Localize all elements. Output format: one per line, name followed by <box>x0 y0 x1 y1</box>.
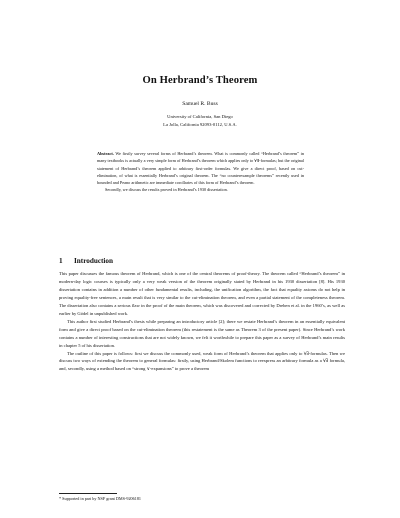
section-number: 1 <box>59 257 63 265</box>
abstract-text: We firstly survey several forms of Herbrand’s theorem. What is commonly called “Herbrand’s theorem” in many textbooks is actually a very simple form of Herbrand’s theorem which applies only to ∀∃-formulas; but the original statement of Herbrand’s theorem applied to arbitrary first-order formulas. We give a direct proof, based on cut-elimination, of what is essentially Herbrand’s original theorem. The “no counterexample theorems” recently used in bounded and Peano arithmetic are immediate corollaries of this form of Herbrand’s theorem. <box>97 151 304 185</box>
body-paragraph-3: The outline of this paper is follows: first we discuss the commonly used, weak form of Herbrand’s theorem that applies only to ∀∃-formulas. Then we discuss two ways of extending the theorem to general formulas: firstly, using Herbrand/Skolem functions to reexpress an arbitrary formula as a ∀∃ formula, and, secondly, using a method based on “strong ∨-expansions” to prove a theorem <box>59 350 345 372</box>
abstract <box>97 150 304 194</box>
section-body <box>59 270 345 373</box>
affiliation-line-2: La Jolla, California 92093-0112, U.S.A. <box>163 121 237 127</box>
abstract-label: Abstract. <box>97 151 114 156</box>
abstract-paragraph <box>97 150 304 186</box>
affiliation-line-1: University of California, San Diego <box>167 114 233 119</box>
section-heading <box>59 257 349 265</box>
section-title: Introduction <box>74 257 114 265</box>
footnote: * Supported in part by NSF grant DMS-9206181 <box>59 496 142 501</box>
body-paragraph-1: This paper discusses the famous theorem of Herbrand, which is one of the central theorems of proof-theory. The theorem called “Herbrand’s theorem” in modern-day logic courses is typically only a very weak version of the theorem originally stated by Herbrand in his 1930 dissertation [8]. His 1930 dissertation contains in addition a number of other fundamental results, including, the unification algorithm, the fact that equality axioms do not help in proving equality-free sentences, a main result that is very similar to the cut-elimination theorem, and even a partial statement of the completeness theorem. The dissertation also contains a serious flaw in the proof of the main theorem, which was discovered and corrected by Dreben et al. in the 1960’s, as well as earlier by Gödel in unpublished work. <box>59 271 345 316</box>
body-paragraph-2: This author first studied Herbrand’s thesis while preparing an introductory article [2]; there we restate Herbrand’s theorem in an essentially equivalent form and give a direct proof based on the cut-elimination theorem (this restatement is the same as Theorem 3 of the present paper). Since Herbrand’s work contains a number of interesting constructions that are not widely known, we felt it worthwhile to prepare this paper as a survey of Herbrand’s main results in chapter 5 of his dissertation. <box>59 318 345 348</box>
abstract-paragraph-2: Secondly, we discuss the results proved in Herbrand’s 1930 dissertation. <box>105 187 228 193</box>
author-name: Samuel R. Buss <box>182 101 218 107</box>
footnote-rule <box>59 493 117 494</box>
paper-title: On Herbrand’s Theorem <box>142 75 258 86</box>
affiliation <box>0 113 400 128</box>
